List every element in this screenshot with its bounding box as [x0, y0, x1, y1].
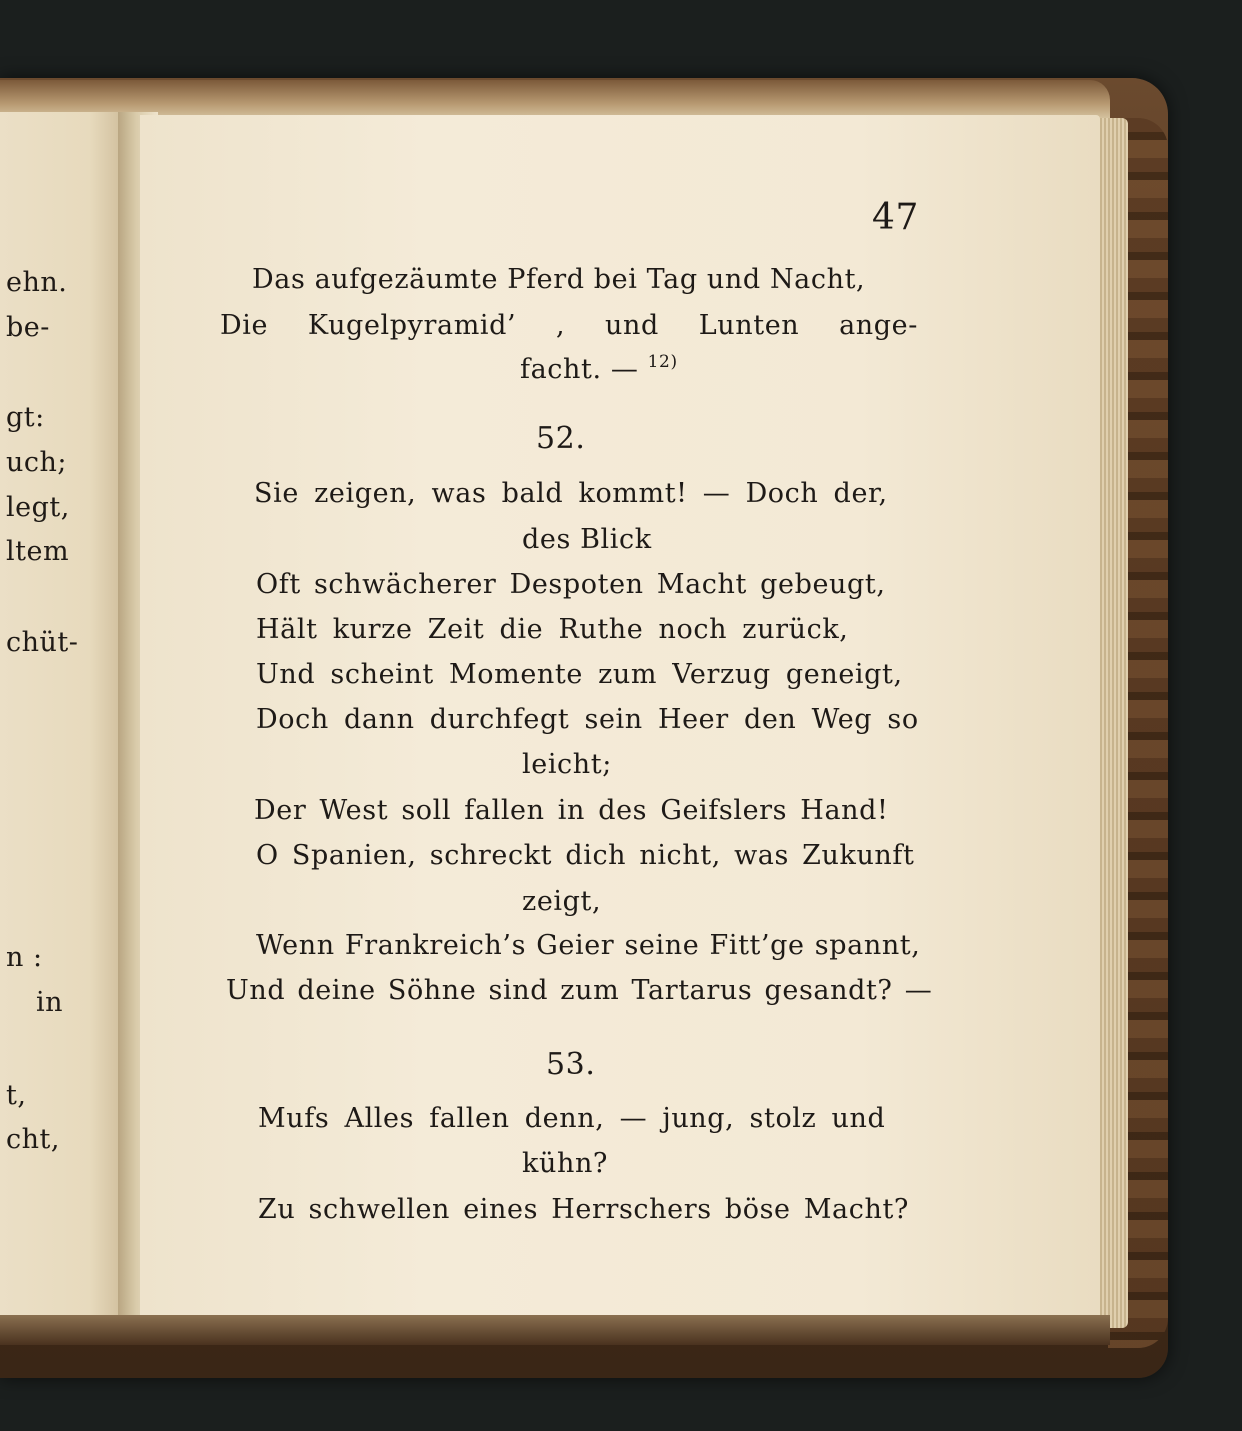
left-page-fragment: legt,	[6, 492, 70, 523]
footnote-reference: 12)	[647, 352, 678, 372]
left-page-fragment: gt:	[6, 402, 45, 433]
verse-word: Lunten	[698, 310, 800, 341]
verse-line: O Spanien, schreckt dich nicht, was Zukunft	[256, 840, 915, 871]
left-page-fragment: t,	[6, 1080, 27, 1111]
left-page-fragment: in	[36, 987, 64, 1018]
left-page-fragment: n :	[6, 942, 43, 973]
verse-line: Das aufgezäumte Pferd bei Tag und Nacht,	[252, 264, 866, 295]
verse-line: zeigt,	[522, 886, 602, 917]
verse-line: des Blick	[522, 524, 652, 555]
verse-word: Die	[220, 310, 269, 341]
verse-line	[520, 352, 678, 385]
page-top-edge	[0, 80, 1110, 120]
left-page-fragment: ltem	[6, 536, 70, 567]
verse-word: und	[605, 310, 659, 341]
left-page-fragment: cht,	[6, 1124, 60, 1155]
verse-line: Und scheint Momente zum Verzug geneigt,	[256, 659, 903, 690]
verse-word: ,	[556, 310, 566, 341]
verse-line: Doch dann durchfegt sein Heer den Weg so	[256, 704, 919, 735]
verse-line: Und deine Söhne sind zum Tartarus gesandt? —	[226, 975, 933, 1006]
verse-word: Kugelpyramid’	[307, 310, 517, 341]
verse-line: Wenn Frankreich’s Geier seine Fitt’ge spannt,	[256, 930, 921, 961]
left-page-fragment: uch;	[6, 447, 67, 478]
verse-line: Oft schwächerer Despoten Macht gebeugt,	[256, 569, 886, 600]
verse-line: Mufs Alles fallen denn, — jung, stolz und	[258, 1103, 886, 1134]
verse-line: Sie zeigen, was bald kommt! — Doch der,	[254, 478, 888, 509]
verse-word: ange-	[839, 310, 918, 341]
left-page-fragment: chüt-	[6, 627, 79, 658]
left-page-fragment: be-	[6, 312, 50, 343]
verse-line: Zu schwellen eines Herrschers böse Macht?	[258, 1194, 909, 1225]
page-number: 47	[872, 197, 920, 238]
left-page-fragment: ehn.	[6, 267, 68, 298]
verse-line: leicht;	[522, 749, 612, 780]
verse-text: facht. —	[520, 354, 639, 385]
verse-line: Hält kurze Zeit die Ruthe noch zurück,	[256, 614, 849, 645]
verse-line	[220, 312, 918, 339]
verse-line: Der West soll fallen in des Geifslers Hand!	[254, 795, 889, 826]
stanza-number: 52.	[536, 421, 586, 456]
verse-line: kühn?	[522, 1148, 609, 1179]
left-page	[0, 112, 128, 1317]
page-bottom-edge	[0, 1315, 1110, 1345]
stanza-number: 53.	[546, 1047, 596, 1082]
